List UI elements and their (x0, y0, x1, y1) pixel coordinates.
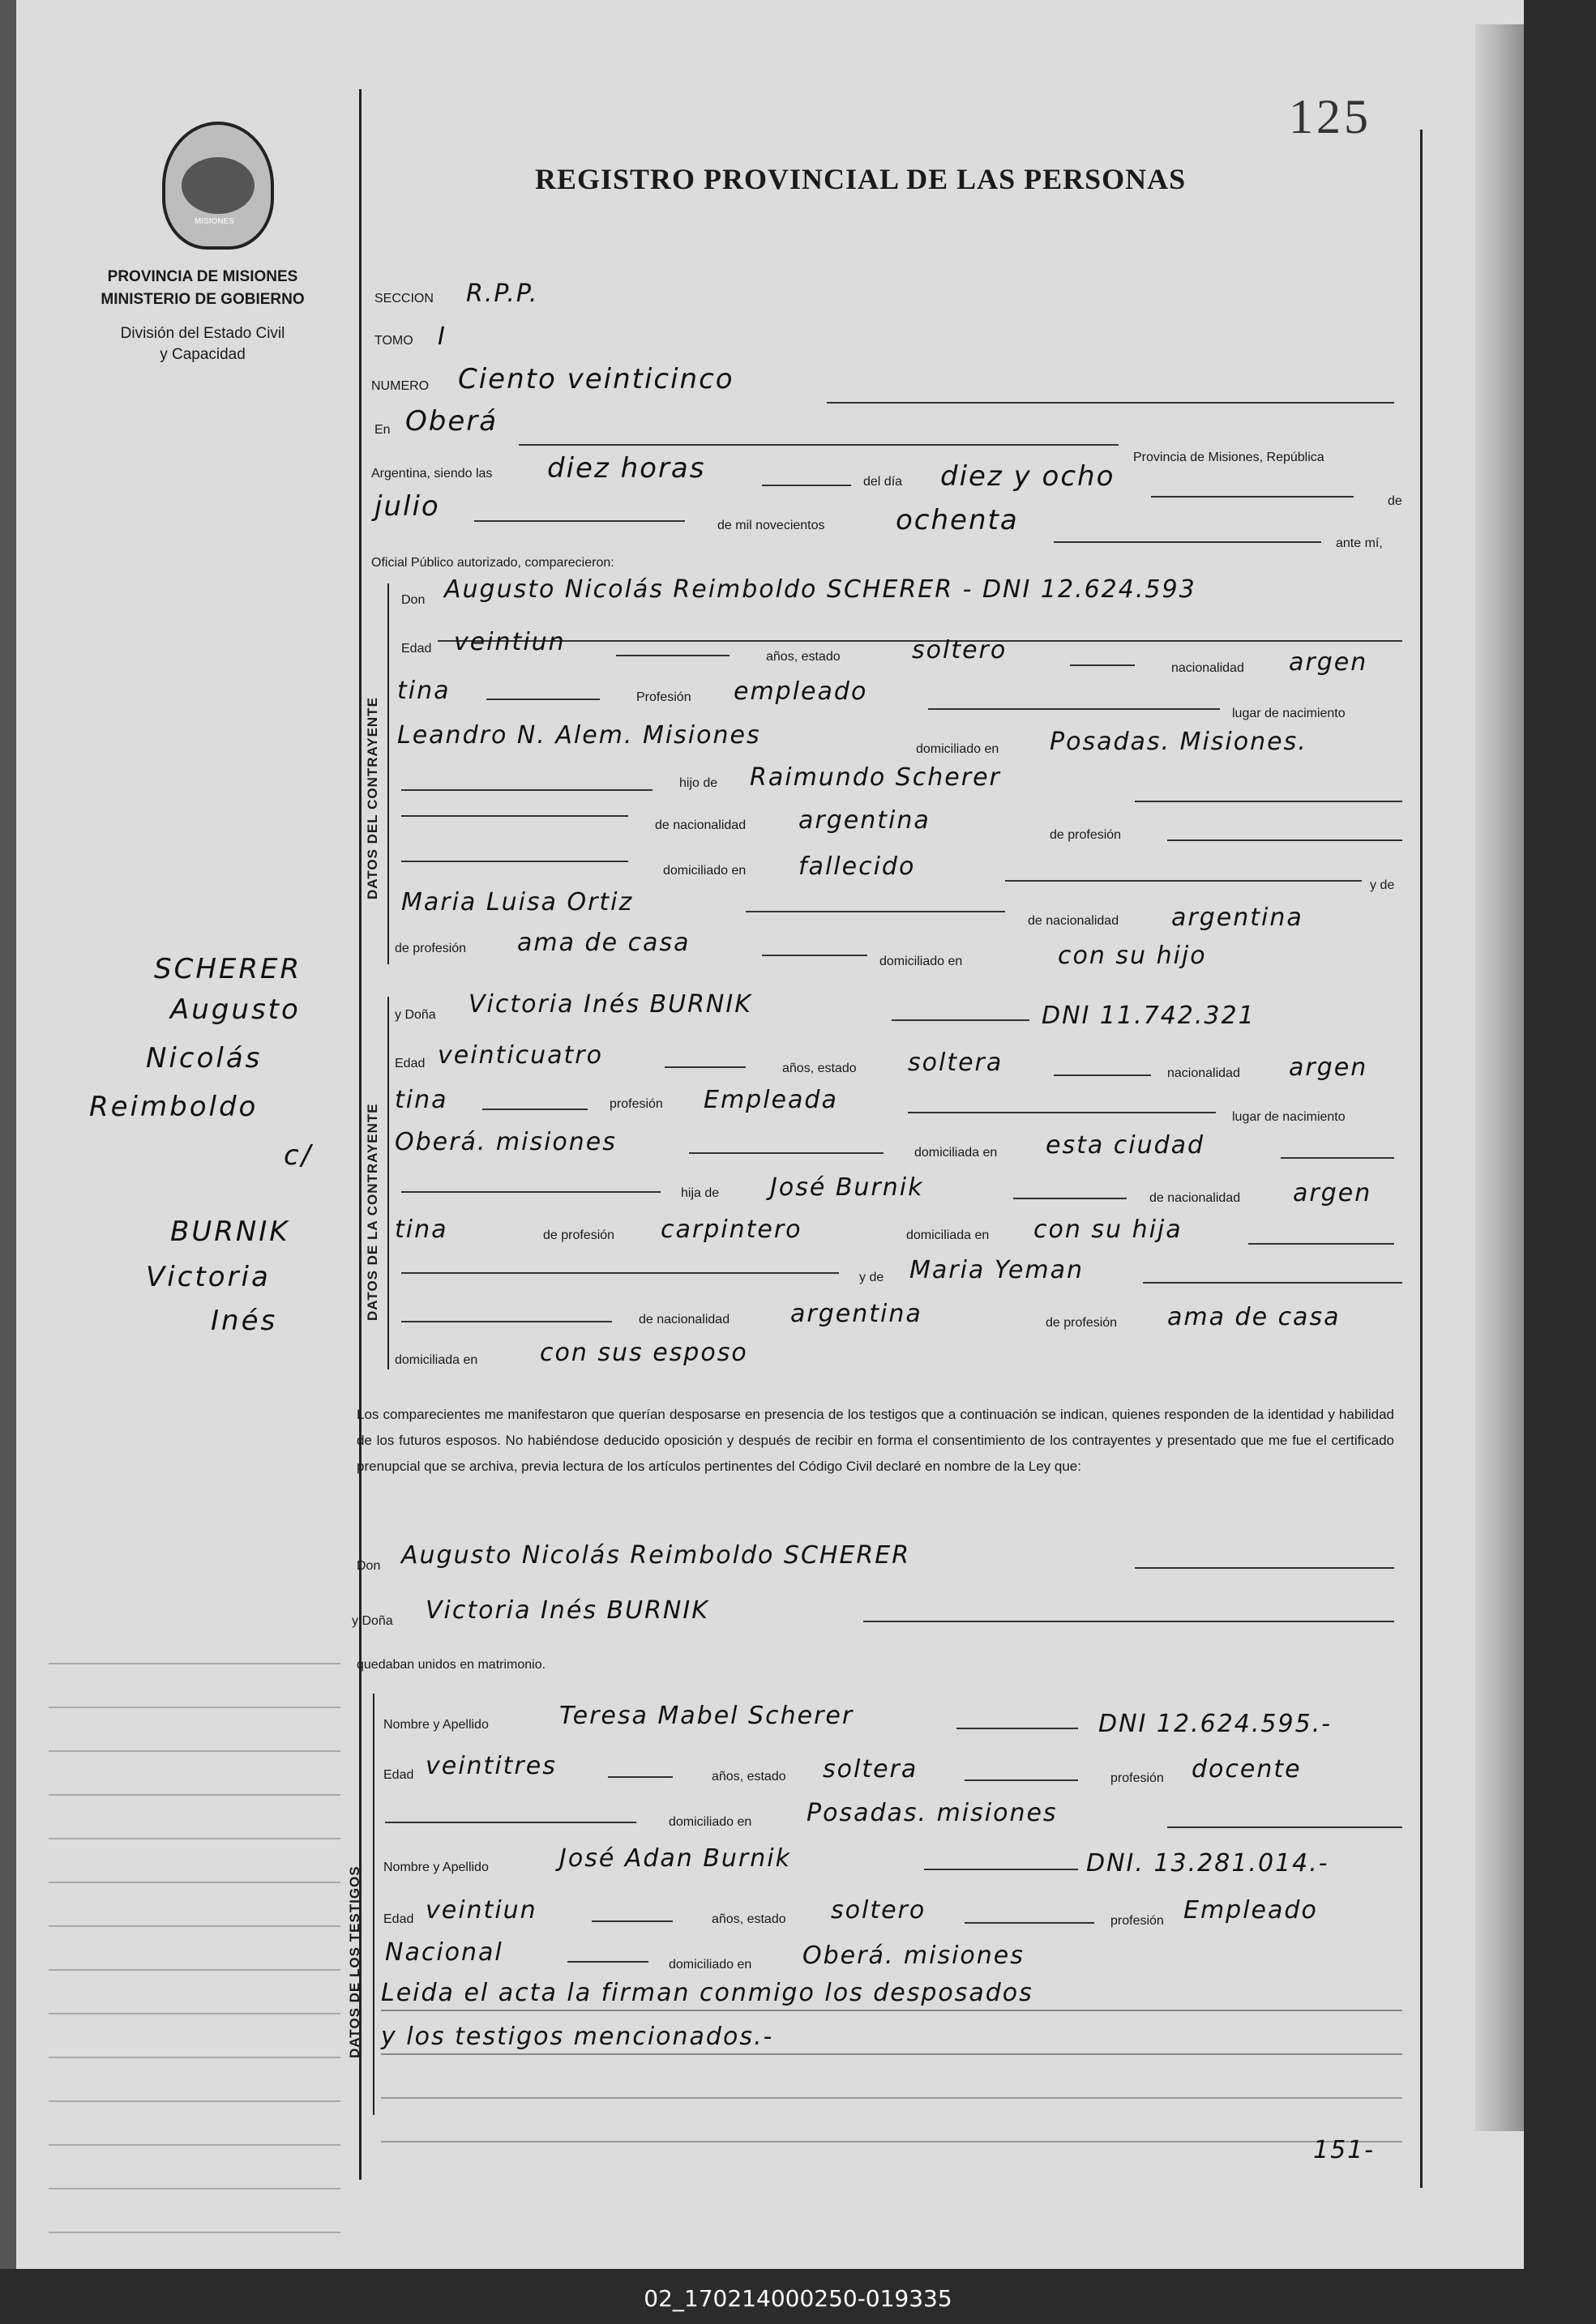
rule (1167, 1826, 1402, 1828)
rule (1054, 1074, 1151, 1076)
w1-edad: veintitres (426, 1752, 557, 1780)
right-rule (1420, 130, 1423, 2188)
decl-bride: Victoria Inés BURNIK (426, 1596, 709, 1625)
lugar-nac-label-2: lugar de nacimiento (1232, 1110, 1346, 1124)
w2-name: José Adan Burnik (559, 1844, 791, 1873)
page-edge (1475, 24, 1524, 2131)
nacionalidad-label-2: nacionalidad (1167, 1066, 1240, 1080)
bride-madre: Maria Yeman (909, 1256, 1084, 1284)
rule (381, 2010, 1402, 2011)
w2-dom-label: domiciliado en (669, 1958, 752, 1972)
tomo-label: TOMO (374, 334, 413, 348)
horas-value: diez horas (547, 452, 706, 485)
bride-prof: Empleada (704, 1086, 838, 1114)
image-id-footer: 02_170214000250-019335 (644, 2285, 952, 2312)
w1-estado: soltera (823, 1755, 918, 1784)
org-capacity: y Capacidad (160, 346, 246, 363)
page-number: 125 (1289, 90, 1371, 143)
domiciliado-en-label-2: domiciliado en (879, 955, 963, 968)
margin-note-2: Augusto (170, 993, 301, 1026)
province-seal-icon (162, 122, 274, 250)
rule (381, 2053, 1402, 2055)
margin-note-6: BURNIK (170, 1215, 290, 1248)
groom-edad: veintiun (454, 628, 566, 656)
rule (1167, 839, 1402, 841)
bride-nac-2: tina (395, 1086, 448, 1114)
de-profesion-label: de profesión (1050, 828, 1122, 842)
rule (401, 1321, 612, 1322)
margin-note-4: Reimboldo (89, 1091, 259, 1123)
org-province: PROVINCIA DE MISIONES (107, 268, 298, 285)
y-dona-label: y Doña (395, 1008, 436, 1022)
edad-label-2: Edad (395, 1057, 426, 1070)
w2-prof-2: Nacional (385, 1938, 503, 1967)
rule (482, 1109, 588, 1110)
rule (519, 444, 1119, 446)
closing-line-1: Leida el acta la firman conmigo los desposados (381, 1979, 1033, 2007)
de-profesion-label-4: de profesión (1046, 1316, 1118, 1330)
rule (1013, 1198, 1127, 1199)
rule (863, 1621, 1394, 1622)
rule (892, 1019, 1029, 1021)
page-shadow (0, 0, 16, 2269)
y-de-label-2: y de (859, 1271, 884, 1284)
de-nacionalidad-label-2: de nacionalidad (1028, 914, 1119, 928)
decl-dona-label: y Doña (352, 1614, 393, 1628)
closing-line-2: y los testigos mencionados.- (381, 2023, 774, 2051)
margin-note-3: Nicolás (146, 1042, 263, 1074)
w2-edad-label: Edad (383, 1912, 414, 1926)
groom-estado: soltero (912, 636, 1008, 664)
rule (474, 520, 685, 522)
de-profesion-label-2: de profesión (395, 942, 467, 955)
rule (381, 2141, 1402, 2142)
groom-nac-2: tina (397, 677, 451, 705)
w2-prof-label: profesión (1110, 1914, 1164, 1928)
hijo-de-label: hijo de (679, 776, 718, 790)
decl-don-label: Don (357, 1559, 381, 1573)
margin-ruled-lines (49, 1621, 340, 2253)
domiciliado-en-label: domiciliado en (663, 864, 747, 878)
de-nacionalidad-label: de nacionalidad (655, 818, 747, 832)
groom-padre: Raimundo Scherer (750, 763, 1001, 792)
w1-prof-label: profesión (1110, 1771, 1164, 1785)
rule (401, 1272, 839, 1274)
groom-padre-dom: fallecido (798, 852, 916, 881)
w2-edad: veintiun (426, 1896, 537, 1925)
domiciliada-label: domiciliada en (914, 1146, 998, 1160)
rule (401, 789, 653, 791)
groom-nac-1: argen (1289, 648, 1368, 677)
bride-padre-nac-2: tina (395, 1215, 448, 1244)
groom-prof: empleado (734, 677, 868, 706)
del-dia-label: del día (863, 475, 903, 489)
w2-anos-label: años, estado (712, 1912, 786, 1926)
rule (1281, 1157, 1394, 1159)
rule (567, 1961, 648, 1963)
rule (592, 1920, 673, 1922)
w2-estado: soltero (831, 1896, 926, 1925)
bride-dom: esta ciudad (1046, 1131, 1205, 1160)
rule (401, 815, 628, 817)
w2-dom: Oberá. misiones (802, 1942, 1025, 1970)
margin-note-1: SCHERER (154, 953, 302, 985)
bride-padre-nac-1: argen (1293, 1179, 1372, 1207)
w1-dom: Posadas. misiones (807, 1799, 1058, 1827)
groom-padre-nac: argentina (798, 806, 931, 835)
rule (1143, 1282, 1402, 1284)
bride-edad: veinticuatro (438, 1041, 603, 1070)
seccion-label: SECCION (374, 292, 434, 305)
w2-dni: DNI. 13.281.014.- (1086, 1849, 1329, 1878)
rule (1151, 496, 1354, 498)
de-nacionalidad-label-4: de nacionalidad (639, 1313, 730, 1326)
de-profesion-label-3: de profesión (543, 1228, 615, 1242)
margin-note-8: Inés (211, 1305, 278, 1337)
groom-madre-prof: ama de casa (517, 929, 691, 957)
seal-text: MISIONES (195, 217, 234, 226)
org-ministry: MINISTERIO DE GOBIERNO (101, 291, 305, 308)
w1-anos-label: años, estado (712, 1770, 786, 1784)
bride-name: Victoria Inés BURNIK (469, 990, 752, 1019)
rule (486, 698, 600, 700)
witness-bracket (373, 1694, 374, 2115)
w2-nombre-label: Nombre y Apellido (383, 1860, 489, 1874)
margin-note-5: c/ (284, 1139, 314, 1172)
rule (762, 955, 867, 956)
groom-name: Augusto Nicolás Reimboldo SCHERER - DNI 12.624.593 (444, 575, 1196, 604)
rule (665, 1066, 746, 1068)
w1-prof: docente (1192, 1755, 1302, 1784)
dia-value: diez y ocho (940, 460, 1115, 493)
bride-nac-1: argen (1289, 1053, 1368, 1082)
quedaban-label: quedaban unidos en matrimonio. (357, 1658, 546, 1672)
domiciliada-label-2: domiciliada en (906, 1228, 990, 1242)
tomo-value: I (438, 323, 447, 351)
domiciliado-label: domiciliado en (916, 742, 999, 756)
bride-madre-dom: con sus esposo (540, 1339, 748, 1367)
oficial-label: Oficial Público autorizado, comparecieron: (371, 556, 614, 570)
numero-label: NUMERO (371, 379, 430, 393)
numero-value: Ciento veinticinco (458, 363, 734, 395)
groom-lugar: Leandro N. Alem. Misiones (397, 721, 761, 750)
bride-bracket (387, 997, 389, 1369)
rule (689, 1152, 884, 1154)
rule (381, 2097, 1402, 2099)
rule (401, 861, 628, 862)
rule (616, 655, 730, 656)
bride-dni: DNI 11.742.321 (1042, 1002, 1256, 1030)
lugar-nac-label: lugar de nacimiento (1232, 707, 1346, 720)
bride-padre-dom: con su hija (1033, 1215, 1183, 1244)
rule (908, 1112, 1216, 1113)
anos-estado-label: años, estado (766, 650, 841, 664)
rule (608, 1776, 673, 1778)
rule (746, 911, 1005, 912)
bride-padre-prof: carpintero (661, 1215, 802, 1244)
rule (1005, 880, 1362, 882)
rule (827, 402, 1394, 404)
edad-label: Edad (401, 642, 432, 656)
anos-estado-label-2: años, estado (782, 1062, 857, 1075)
w1-name: Teresa Mabel Scherer (559, 1702, 854, 1730)
org-division: División del Estado Civil (120, 325, 285, 342)
hija-de-label: hija de (681, 1186, 720, 1200)
provincia-label: Provincia de Misiones, República (1133, 451, 1324, 464)
en-value: Oberá (405, 405, 498, 438)
ano-value: ochenta (896, 504, 1019, 536)
bride-madre-prof: ama de casa (1167, 1303, 1341, 1331)
groom-bracket (387, 583, 389, 964)
groom-madre: Maria Luisa Ortiz (401, 888, 634, 916)
rule (1248, 1243, 1394, 1245)
profesion-label: profesión (610, 1097, 663, 1111)
de-mil-label: de mil novecientos (717, 519, 825, 532)
bride-madre-nac: argentina (790, 1300, 922, 1328)
declaration-paragraph: Los comparecientes me manifestaron que querían desposarse en presencia de los testigos que a continuación se indican, quienes responden de la identidad y habilidad de los futuros esposos. No habiéndose deducido oposición y después de recibir en forma el consentimiento de los contrayentes y presentado que me fue el certificado prenupcial que se archiva, previa lectura de los artículos pertinentes del Código Civil declaré en nombre de la Ley que: (357, 1407, 1394, 1474)
rule (385, 1822, 636, 1823)
signature-mark: 151- (1313, 2136, 1376, 2164)
domiciliada-label-3: domiciliada en (395, 1353, 478, 1367)
w2-prof: Empleado (1183, 1896, 1318, 1925)
rule (965, 1922, 1094, 1924)
bride-section-title: DATOS DE LA CONTRAYENTE (365, 1103, 380, 1321)
groom-madre-nac: argentina (1171, 904, 1303, 932)
bride-estado: soltera (908, 1049, 1003, 1077)
rule (401, 1191, 661, 1193)
w1-edad-label: Edad (383, 1768, 414, 1782)
rule (924, 1869, 1078, 1870)
de-label: de (1388, 494, 1402, 508)
rule (1054, 541, 1321, 543)
page-title: REGISTRO PROVINCIAL DE LAS PERSONAS (535, 163, 1187, 195)
margin-note-7: Victoria (146, 1261, 271, 1293)
argentina-label: Argentina, siendo las (371, 467, 493, 481)
rule (1070, 664, 1135, 666)
mes-value: julio (374, 490, 440, 523)
groom-madre-dom: con su hijo (1058, 942, 1207, 970)
rule (1135, 1567, 1394, 1569)
y-de-label: y de (1370, 878, 1395, 892)
w1-dom-label: domiciliado en (669, 1815, 752, 1829)
don-label: Don (401, 593, 426, 607)
profesion-cap-label: Profesión (636, 690, 691, 704)
groom-section-title: DATOS DEL CONTRAYENTE (365, 697, 380, 899)
rule (762, 485, 851, 486)
groom-dom: Posadas. Misiones. (1050, 728, 1307, 756)
de-nacionalidad-label-3: de nacionalidad (1149, 1191, 1241, 1205)
rule (965, 1779, 1078, 1781)
bride-padre: José Burnik (770, 1173, 924, 1202)
w1-dni: DNI 12.624.595.- (1098, 1710, 1333, 1738)
ante-mi-label: ante mí, (1336, 536, 1383, 550)
rule (1135, 801, 1402, 802)
rule (928, 708, 1220, 710)
witness-section-title: DATOS DE LOS TESTIGOS (347, 1865, 362, 2058)
seccion-value: R.P.P. (466, 280, 539, 308)
bride-lugar: Oberá. misiones (395, 1128, 617, 1156)
w1-nombre-label: Nombre y Apellido (383, 1718, 489, 1732)
decl-groom: Augusto Nicolás Reimboldo SCHERER (401, 1541, 911, 1570)
en-label: En (374, 423, 391, 437)
nacionalidad-label: nacionalidad (1171, 661, 1244, 675)
rule (956, 1728, 1078, 1729)
